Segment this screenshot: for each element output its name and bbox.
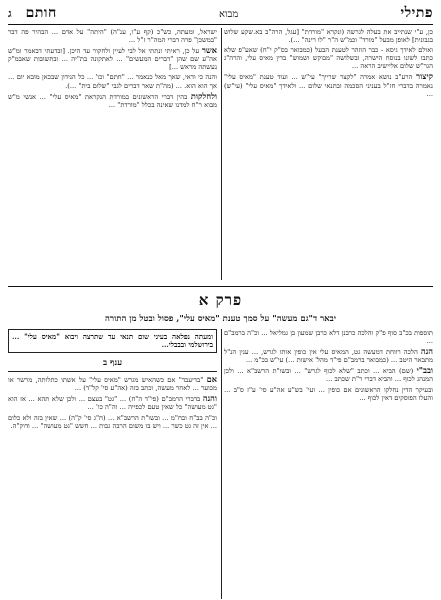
header-title-right: פתילי (400, 5, 433, 21)
paragraph: וכ"ה בב"ח ובח"מ ... ובשו"ת הרשב"א ... (ח"ג סי' ק"ה) ... שאין בזה ולא כלום ... אין זה גט כשר ... ויש בו משום הרבה גבות ... חשש "גט מעושה" ... ודוק"ה. (8, 413, 217, 430)
paragraph: אם "בדיעבד" אם כשהאיש מגרש "מאיס עלי" על אשתו כתלותה, מרשר או מכוער ... לאחר מעשה, וכתב בזה (אה"ע סי' קל"ד) ... (8, 374, 217, 393)
lead-word: והנה (202, 393, 217, 404)
bottom-right-column (224, 329, 433, 599)
lead-word: הנה (420, 346, 433, 357)
paragraph: ובב"י (שם) הביא ... וכתב "שלא לכוף לגרש" ... ובשו"ת הרשב"א ... ולכן המנהג לכוף ... והביא דברי ר"ת שכתב ... (224, 365, 433, 384)
boxed-note (8, 329, 217, 353)
paragraph: תוספות בכ"ב סוף פ"ק והלכה כרבנן דלא כרבן שמעון בן גמליאל ... וכ"ה ברמב"ם ... (224, 329, 433, 346)
running-header (8, 5, 433, 25)
header-center: מבוא (218, 9, 239, 20)
chapter-subtitle: יבאר ד"גם מעשה" על סמך טענת "מאיס עלי", פסול ובטל מן התורה (105, 314, 336, 324)
divider (8, 371, 217, 372)
lead-word: ובב"י (416, 365, 433, 376)
paragraph: והנה כי ודאי, שאך מאל כנאמר ... "חתם" וכו' ... כל הנידון שבכאן מובא יום ... אך הוא הוא. ... (מה"ת שאר דברים לגבי "שלום בית" ...). (8, 73, 217, 90)
lead-word: אם (206, 374, 217, 385)
paragraph: הנה הלכה רווחת דמעשה גט, המאיס עלי אין כופין אותו לגרש, ... ענין הנ"ל מתבאר היטב ... (כמבואר ברמב"ם פי"ד מהל' אישות ...) עי"ש בכ"מ ... (224, 346, 433, 365)
paragraph: ואולם לאידך גיסא - כבר הוזהר לטענת הבעל (כמבואר בס"ק י"ח) שאע"פ שלא כתבו לשונו בנוסח הישרה, ובשלושה "מבוקש ושמוש" בדין מאיס עלי, והרה"ג הגר"ש שלום אליישיב הראה ... (224, 46, 433, 71)
paragraph: ישראל, ומעתה, כש"כ (קף ע"ו, ענ"ה) "היתה" על אדם ... הבהיר פה דבר "במשכן" פרה דברי המה"ר ז"ל ... (8, 28, 217, 45)
bottom-left-column (8, 329, 217, 599)
paragraph: קיצור הרע"ב נושא אמרה "לקצר שרייך" עי"ש ... ועוד טענת "מאיס עלי" נאמרה בדברי חז"ל בעניני הסכמה ובתנאי שלום ... ולאידך "מאיס עלי" (עי"ש) ... (224, 71, 433, 98)
top-right-column (224, 28, 433, 280)
paragraph: אשר על כן, ראיתי ונתתי אל לבי לעיין ולחקור עד היכן. [ובדעתי דבאמר ומ"ש אה"ע שם שהן "דברים המעשים" ... לאתקונה בת"יה ... ובתשובות שאבמ"ק נעשתה מראש ...] (8, 45, 217, 72)
top-left-column (8, 28, 217, 280)
paragraph: ובעיקר הדין נחלקו הראשונים אם כופין ... ועי' בש"ע אה"ע סי' ע"ז ס"ב ... והעלו הפוסקים דאין לכוף ... (224, 385, 433, 402)
page-number: ג (8, 7, 12, 20)
header-title-left: חותם (25, 5, 57, 21)
header-left-group (8, 5, 57, 22)
paragraph: כן, ע"י שנתייב את בעלה לגרשה (ונקרא "מורדת" [עגל, הרה"ב בא.שקע שלוש בגבונית] לאופן מבעל "מורד" וכמ"ש ה"ר "לו רינה" ...). (224, 28, 433, 45)
top-columns (8, 28, 433, 280)
chapter-heading (8, 286, 433, 324)
boxed-note-text: ומעתה נפלאה בעיני שום תנאי עד שתרצה ויבוא "מאיס עלי" ... בירושלמי ובבבלי... (12, 332, 213, 350)
bottom-columns (8, 329, 433, 599)
lead-word: ולחלקות (190, 90, 217, 101)
lead-word: אשר (201, 45, 217, 56)
lead-word: קיצור (416, 71, 433, 82)
paragraph: והנה בדברי הרמב"ם (פי"ד ה"ח) ... "גט" בעצם ... ולכן שלא תהא ... אז הוא "גט מעושה" כל שאין טעם לכפייה ... וה"ה כו' ... (8, 393, 217, 412)
paragraph: ולחלקות בהין דברי הראשונים במורדת הנקראת "מאיס עלי" ... אנשי מ"ש מבוא ר"ח למדנו שאינה בכלל "מורדת" ... (8, 90, 217, 109)
chapter-title: פרק א (198, 291, 243, 309)
section-heading: ענף ב (102, 358, 123, 369)
